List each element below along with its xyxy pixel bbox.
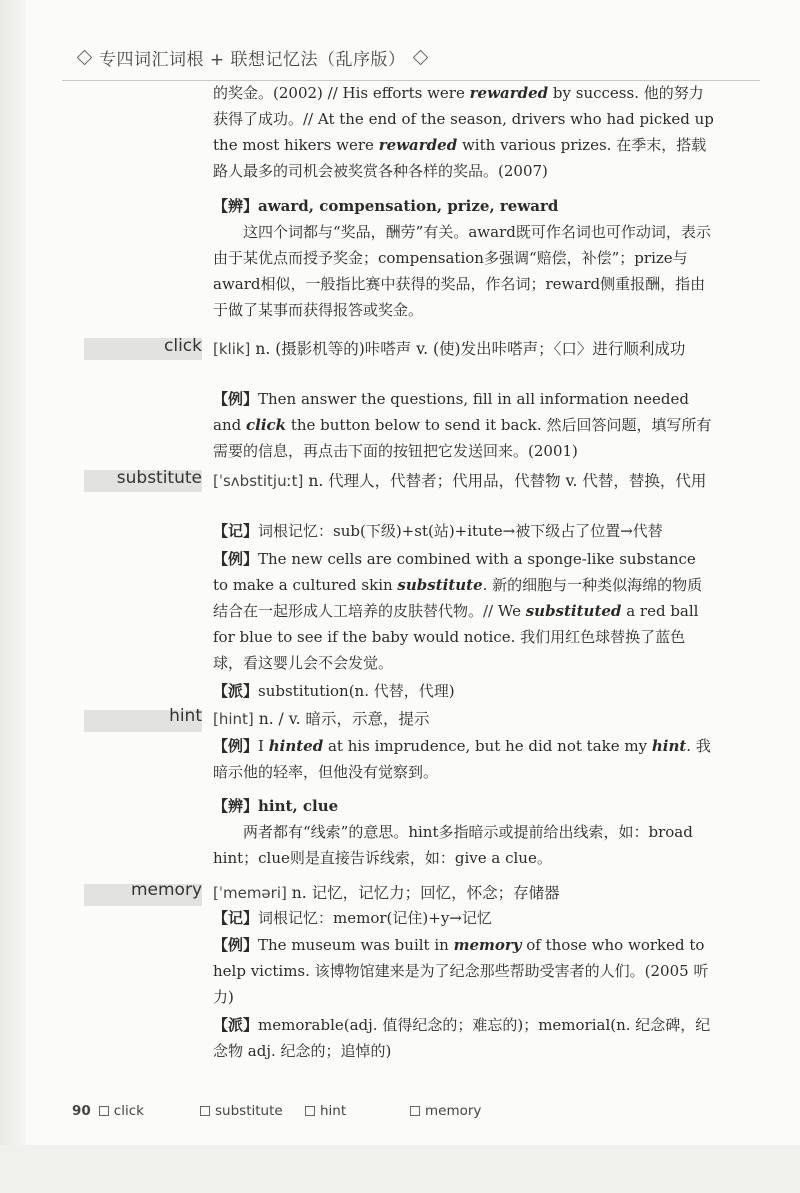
- header-title: 专四词汇词根 + 联想记忆法（乱序版）: [99, 49, 406, 70]
- diamond-icon: [412, 49, 428, 65]
- substitute-memo: 【记】词根记忆：sub(下级)+st(站)+itute→被下级占了位置→代替: [213, 522, 663, 540]
- memory-definition: [ˈmeməri] n. 记忆，记忆力；回忆，怀念；存储器: [213, 884, 560, 902]
- checkbox-icon: [200, 1106, 210, 1116]
- hint-definition: [hint] n. / v. 暗示，示意，提示: [213, 710, 430, 728]
- footer-page: 90 click: [72, 1103, 144, 1119]
- hint-discrimination: 【辨】hint, clue 两者都有“线索”的意思。hint多指暗示或提前给出线索，如：broad hint；clue则是直接告诉线索，如：give a clue。: [213, 797, 693, 867]
- substitute-derivative: 【派】substitution(n. 代替，代理): [213, 682, 455, 700]
- click-example: 【例】Then answer the questions, fill in all information needed and click the button below to send it back. 然后回答问题，填写所有需要的信息，再点击下面的按钮把它发送回来。(2001): [213, 390, 712, 460]
- checkbox-icon: [410, 1106, 420, 1116]
- checkbox-icon: [305, 1106, 315, 1116]
- footer-word: hint: [305, 1100, 346, 1122]
- diamond-icon: [77, 49, 93, 65]
- memory-memo: 【记】词根记忆：memor(记住)+y→记忆: [213, 909, 492, 927]
- discrimination-award: 【辨】award, compensation, prize, reward 这四个词都与“奖品，酬劳”有关。award既可作名词也可作动词，表示由于某优点而授予奖金；compensation多强调“赔偿，补偿”；prize与award相似，一般指比赛中获得的奖品，作名词；reward侧重报酬，指由于做了某事而获得报答或奖金。: [213, 197, 711, 319]
- memory-example: 【例】The museum was built in memory of those who worked to help victims. 该博物馆建来是为了纪念那些帮助受害者的人们。(2005 听力): [213, 936, 709, 1006]
- substitute-example: 【例】The new cells are combined with a sponge-like substance to make a cultured skin substitute. 新的细胞与一种类似海绵的物质结合在一起形成人工培养的皮肤替代物。// We substituted a red ball for blue to see if the baby would notice. 我们用红色球替换了蓝色球，看这婴儿会不会发觉。: [213, 550, 703, 672]
- substitute-definition: [ˈsʌbstitjuːt] n. 代理人，代替者；代用品，代替物 v. 代替，替换，代用: [213, 472, 707, 490]
- page-bottom-margin: [0, 1145, 800, 1193]
- continued-example: 的奖金。(2002) // His efforts were rewarded by success. 他的努力获得了成功。// At the end of the season, drivers who had picked up the most hikers were rewarded with various prizes. 在季末，搭载路人最多的司机会被奖赏各种各样的奖品。(2007): [213, 84, 714, 180]
- click-definition: [klik] n. (摄影机等的)咔嗒声 v. (使)发出咔嗒声；〈口〉进行顺利成功: [213, 340, 686, 358]
- running-header: [70, 44, 435, 70]
- headword-memory: memory: [130, 880, 202, 900]
- footer-word: substitute: [200, 1100, 283, 1122]
- headword-hint: hint: [169, 706, 202, 726]
- checkbox-icon: [99, 1106, 109, 1116]
- headword-substitute: substitute: [116, 468, 202, 488]
- headword-click: click: [164, 336, 202, 356]
- page-number: 90: [72, 1103, 91, 1119]
- footer-word: memory: [410, 1100, 481, 1122]
- page-edge: [0, 0, 26, 1193]
- memory-derivative: 【派】memorable(adj. 值得纪念的；难忘的)；memorial(n. 纪念碑，纪念物 adj. 纪念的；追悼的): [213, 1016, 711, 1060]
- hint-example: 【例】I hinted at his imprudence, but he did not take my hint. 我暗示他的轻率，但他没有觉察到。: [213, 737, 711, 781]
